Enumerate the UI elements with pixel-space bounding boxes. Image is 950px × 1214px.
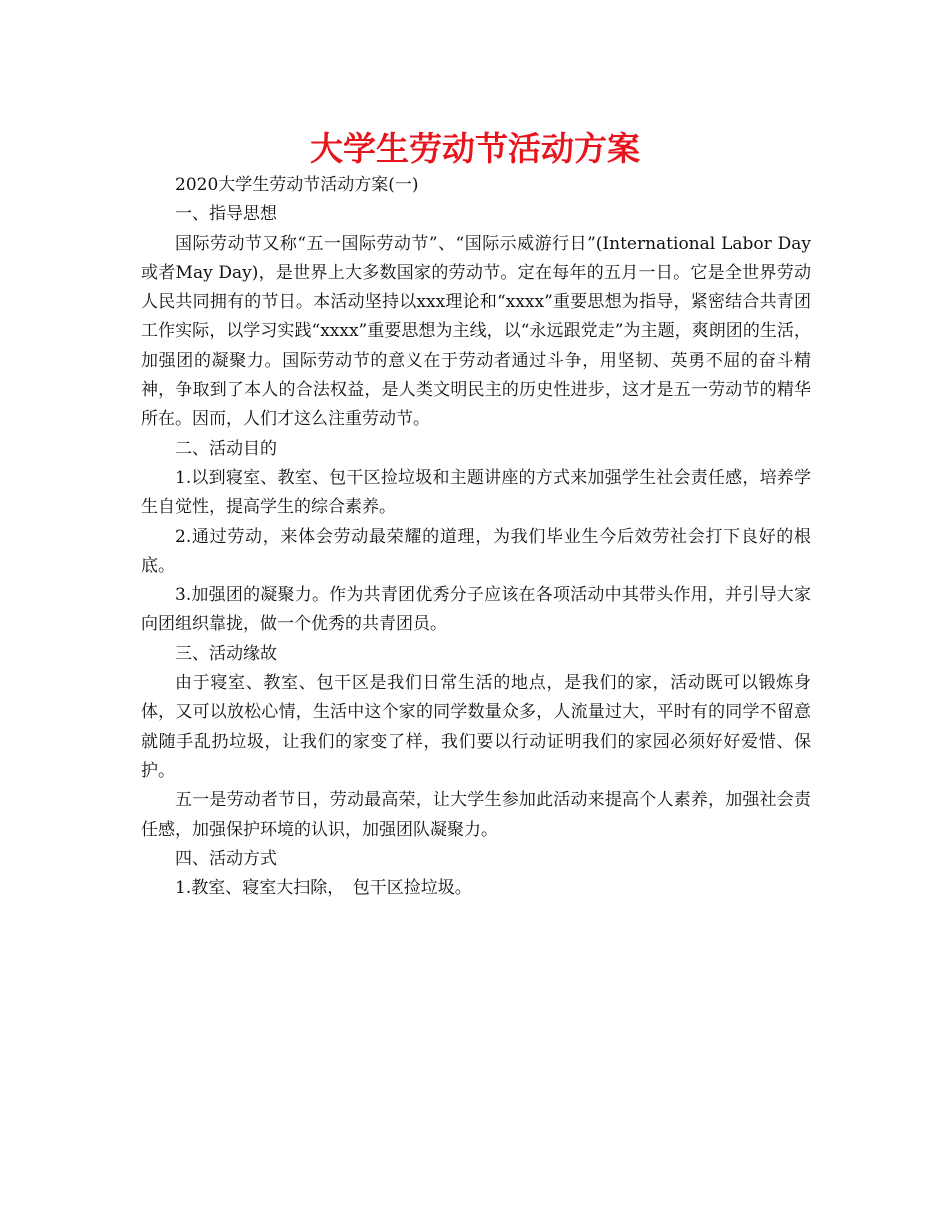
paragraph-purpose-2: 2.通过劳动，来体会劳动最荣耀的道理，为我们毕业生今后效劳社会打下良好的根底。 [141, 526, 811, 576]
paragraph-purpose-1: 1.以到寝室、教室、包干区捡垃圾和主题讲座的方式来加强学生社会责任感，培养学生自觉性，提高学生的综合素养。 [141, 467, 811, 518]
section-heading-purpose: 二、活动目的 [175, 438, 277, 459]
paragraph-method-1: 1.教室、寝室大扫除， 包干区捡垃圾。 [175, 878, 472, 899]
paragraph-guiding-ideology: 国际劳动节又称“五一国际劳动节”、“国际示威游行日”(International Labor Day或者May Day)，是世界上大多数国家的劳动节。定在每年的五月一日。它是全世界劳动人民共同拥有的节日。本活动坚持以xxx理论和“xxxx”重要思想为指导，紧密结合共青团工作实际，以学习实践“xxxx”重要思想为主线，以“永远跟党走”为主题，爽朗团的生活，加强团的凝聚力。国际劳动节的意义在于劳动者通过斗争，用坚韧、英勇不屈的奋斗精神，争取到了本人的合法权益，是人类文明民主的历史性进步，这才是五一劳动节的精华所在。因而，人们才这么注重劳动节。 [141, 233, 811, 430]
document-subtitle: 2020大学生劳动节活动方案(一) [175, 175, 419, 195]
section-heading-reason: 三、活动缘故 [175, 643, 277, 664]
paragraph-purpose-3: 3.加强团的凝聚力。作为共青团优秀分子应该在各项活动中其带头作用，并引导大家向团组织靠拢，做一个优秀的共青团员。 [141, 585, 811, 635]
document-title: 大学生劳动节活动方案 [310, 129, 640, 168]
section-heading-method: 四、活动方式 [175, 848, 277, 869]
document-body [141, 171, 811, 903]
paragraph-reason-2: 五一是劳动者节日，劳动最高荣，让大学生参加此活动来提高个人素养，加强社会责任感，加强保护环境的认识，加强团队凝聚力。 [141, 790, 811, 840]
paragraph-reason-1: 由于寝室、教室、包干区是我们日常生活的地点，是我们的家，活动既可以锻炼身体，又可以放松心情，生活中这个家的同学数量众多，人流量过大，平时有的同学不留意就随手乱扔垃圾，让我们的家变了样，我们要以行动证明我们的家园必须好好爱惜、保护。 [141, 673, 811, 781]
section-heading-guiding-ideology: 一、指导思想 [175, 204, 277, 225]
